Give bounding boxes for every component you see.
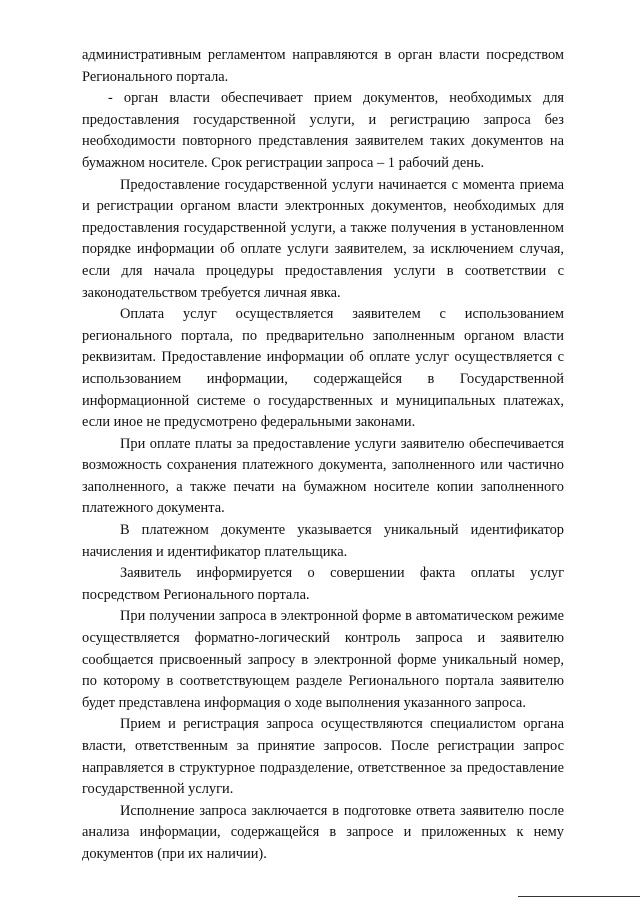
document-body — [82, 45, 564, 866]
paragraph-10: Исполнение запроса заключается в подготовке ответа заявителю после анализа информации, содержащейся в запросе и приложенных к нему документов (при их наличии). — [82, 802, 564, 862]
paragraph-2: - орган власти обеспечивает прием документов, необходимых для предоставления государственной услуги, и регистрацию запроса без необходимости повторного представления заявителем таких документов на бумажном носителе. Срок регистрации запроса – 1 рабочий день. — [82, 90, 564, 171]
paragraph-3: Предоставление государственной услуги начинается с момента приема и регистрации органом власти электронных документов, необходимых для предоставления государственной услуги, а также получения в установленном порядке информации об оплате услуги заявителем, за исключением случая, если для начала процедуры предоставления услуги в соответствии с законодательством требуется личная явка. — [82, 176, 564, 301]
paragraph-1: административным регламентом направляются в орган власти посредством Регионального портала. — [82, 47, 564, 85]
paragraph-9: Прием и регистрация запроса осуществляются специалистом органа власти, ответственным за принятие запросов. После регистрации запрос направляется в структурное подразделение, ответственное за предоставление государственной услуги. — [82, 716, 564, 798]
paragraph-4: Оплата услуг осуществляется заявителем с использованием регионального портала, по предварительно заполненным органом власти реквизитам. Предоставление информации об оплате услуг осуществляется с использованием информации, содержащейся в Государственной информационной системе о государственных и муниципальных платежах, если иное не предусмотрено федеральными законами. — [82, 306, 564, 431]
paragraph-7: Заявитель информируется о совершении факта оплаты услуг посредством Регионального портала. — [82, 565, 564, 603]
paragraph-5: При оплате платы за предоставление услуги заявителю обеспечивается возможность сохранения платежного документа, заполненного или частично заполненного, а также печати на бумажном носителе копии заполненного платежного документа. — [82, 435, 564, 517]
paragraph-8: При получении запроса в электронной форме в автоматическом режиме осуществляется форматно-логический контроль запроса и заявителю сообщается присвоенный запросу в электронной форме уникальный номер, по которому в соответствующем разделе Регионального портала заявителю будет представлена информация о ходе выполнения указанного запроса. — [82, 608, 564, 711]
paragraph-6: В платежном документе указывается уникальный идентификатор начисления и идентификатор плательщика. — [82, 522, 564, 560]
scan-edge-line — [518, 896, 640, 897]
